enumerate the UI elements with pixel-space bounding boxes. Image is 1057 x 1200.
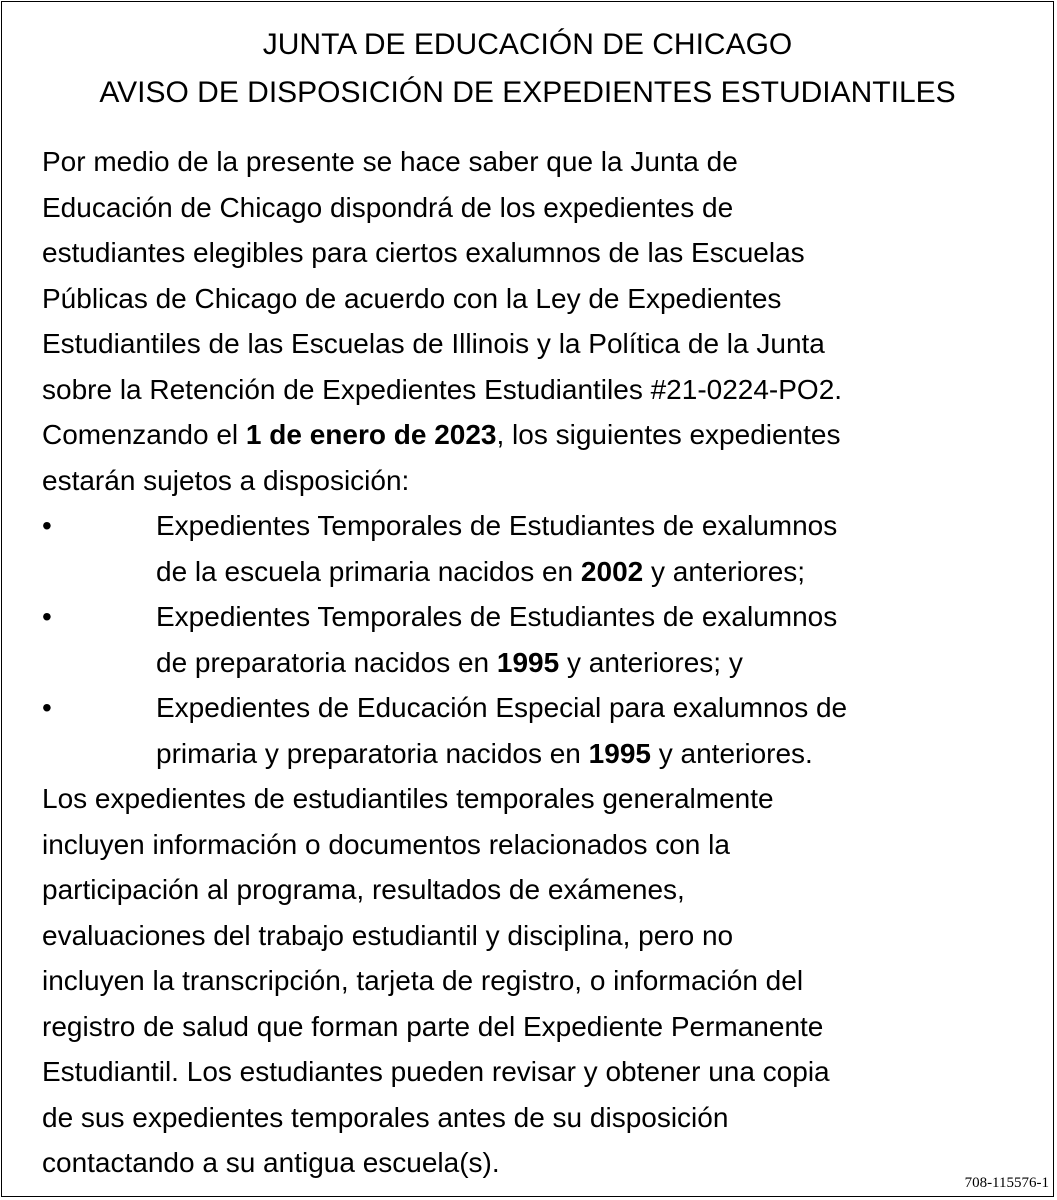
bullet-text: y anteriores. [650,737,813,769]
list-item [42,685,1032,776]
intro-line: sobre la Retención de Expedientes Estudiantiles #21-0224-PO2. [42,373,843,405]
bullet-text: y anteriores; [643,555,806,587]
bullet-text: primaria y preparatoria nacidos en [156,737,589,769]
intro-line: estudiantes elegibles para ciertos exalumnos de las Escuelas [42,237,805,268]
start-prefix: Comenzando el [42,419,246,450]
bullet-text: de la escuela primaria nacidos en [156,555,581,587]
notice-title-line-1: JUNTA DE EDUCACIÓN DE CHICAGO [262,28,793,61]
closing-line: incluyen información o documentos relacionados con la [42,828,730,860]
bullet-line: Expedientes de Educación Especial para exalumnos de [156,692,848,723]
closing-line: incluyen la transcripción, tarjeta de registro, o información del [42,965,804,996]
bullet-icon: • [42,601,52,632]
bullet-line [156,640,1032,686]
closing-line: registro de salud que forman parte del Expediente Permanente [42,1010,824,1042]
closing-paragraph [42,776,1032,1186]
bullet-line [156,549,1032,595]
bullet-icon: • [42,510,52,541]
reference-number: 708-115576-1 [964,1175,1049,1191]
notice-title-line-2: AVISO DE DISPOSICIÓN DE EXPEDIENTES ESTUDIANTILES [99,76,956,109]
intro-line: Educación de Chicago dispondrá de los expedientes de [42,191,734,223]
closing-line: evaluaciones del trabajo estudiantil y disciplina, pero no [42,919,734,951]
intro-paragraph [42,139,1032,503]
intro-line: Estudiantiles de las Escuelas de Illinois y la Política de la Junta [42,328,825,359]
bullet-icon: • [42,692,52,723]
closing-line: de sus expedientes temporales antes de su disposición [42,1101,729,1133]
closing-line: participación al programa, resultados de exámenes, [42,874,685,905]
intro-line: estarán sujetos a disposición: [42,464,410,496]
intro-line: Por medio de la presente se hace saber que la Junta de [42,146,738,177]
bullet-line: Expedientes Temporales de Estudiantes de exalumnos [156,510,838,541]
list-item [42,594,1032,685]
intro-line: Públicas de Chicago de acuerdo con la Ley de Expedientes [42,282,782,314]
start-date: 1 de enero de 2023 [245,419,497,450]
bullet-line [156,731,1032,777]
records-list [42,503,1032,776]
intro-start-line [42,412,1032,458]
bullet-text: y anteriores; y [559,646,743,678]
birth-year: 1995 [496,646,560,678]
bullet-line: Expedientes Temporales de Estudiantes de exalumnos [156,601,838,632]
closing-line: contactando a su antigua escuela(s). [42,1147,500,1178]
closing-line: Los expedientes de estudiantiles temporales generalmente [42,783,774,814]
birth-year: 1995 [588,737,651,769]
bullet-text: de preparatoria nacidos en [156,646,497,678]
notice-document [1,1,1054,1197]
list-item [42,503,1032,594]
closing-line: Estudiantil. Los estudiantes pueden revisar y obtener una copia [42,1056,830,1087]
start-suffix: , los siguientes expedientes [496,419,841,450]
birth-year: 2002 [580,555,644,587]
notice-body [42,139,1032,1186]
